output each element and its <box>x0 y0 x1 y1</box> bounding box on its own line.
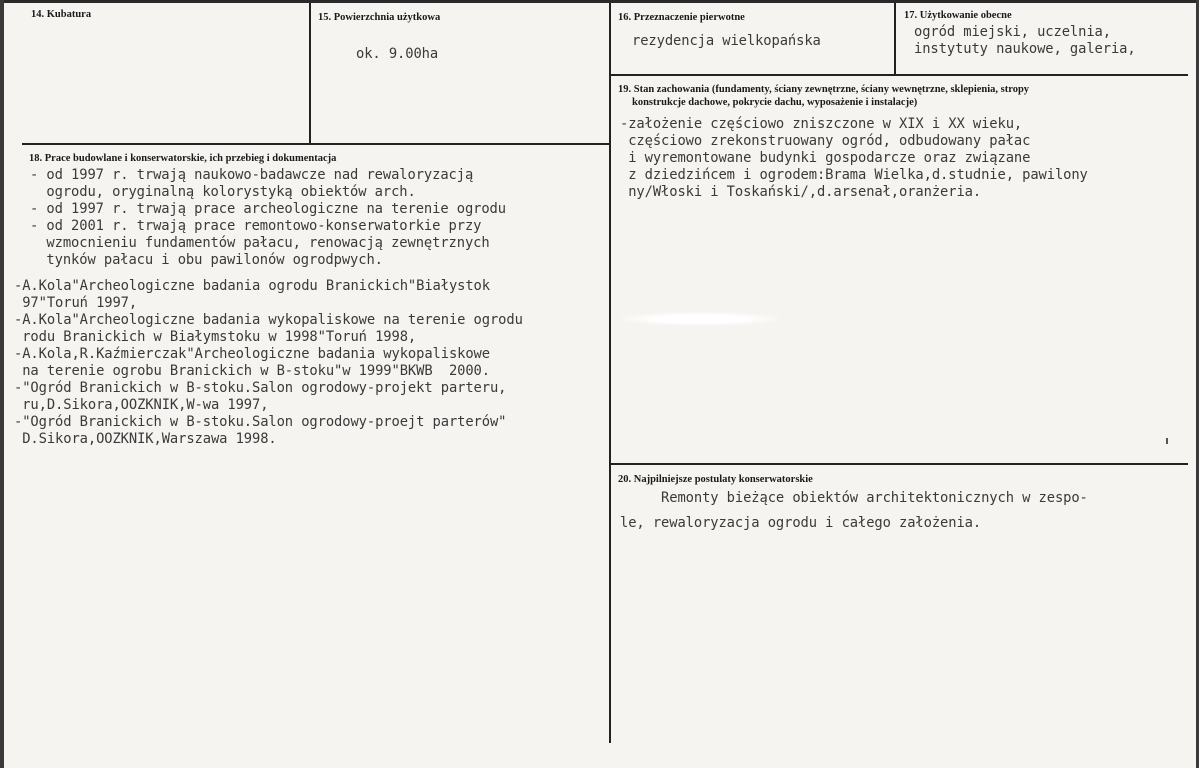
field-18-ref-1: -A.Kola"Archeologiczne badania ogrodu Branickich"Białystok <box>14 278 490 294</box>
divider-row1-row2-left <box>22 143 611 145</box>
field-18-line-1: - od 1997 r. trwają naukowo-badawcze nad rewaloryzacją <box>30 167 474 183</box>
field-18-ref-9: -"Ogród Branickich w B-stoku.Salon ogrodowy-proejt parterów" <box>14 414 507 430</box>
field-18-ref-10: D.Sikora,OOZKNIK,Warszawa 1998. <box>14 431 277 447</box>
field-15-value: ok. 9.00ha <box>356 46 439 62</box>
field-18-ref-3: -A.Kola"Archeologiczne badania wykopaliskowe na terenie ogrodu <box>14 312 523 328</box>
field-17-line-1: ogród miejski, uczelnia, <box>914 24 1111 40</box>
field-18-ref-6: na terenie ogrobu Branickich w B-stoku"w 1999"BKWB 2000. <box>14 363 490 379</box>
field-18-ref-2: 97"Toruń 1997, <box>14 295 138 311</box>
field-20-line-1: Remonty bieżące obiektów architektonicznych w zespo- <box>620 490 1088 506</box>
field-19-line-3: i wyremontowane budynki gospodarcze oraz związane <box>620 150 1031 166</box>
field-16-label: 16. Przeznaczenie pierwotne <box>618 12 745 23</box>
field-15-label: 15. Powierzchnia użytkowa <box>318 12 441 23</box>
field-19-line-5: ny/Włoski i Toskański/,d.arsenał,oranżeria. <box>620 184 982 200</box>
left-edge <box>0 0 4 768</box>
divider-14-15 <box>309 3 311 145</box>
field-18-ref-7: -"Ogród Branickich w B-stoku.Salon ogrodowy-projekt parteru, <box>14 380 507 396</box>
divider-19-20 <box>611 463 1188 465</box>
field-19-line-1: -założenie częściowo zniszczone w XIX i XX wieku, <box>620 116 1023 132</box>
field-18-ref-5: -A.Kola,R.Kaźmierczak"Archeologiczne badania wykopaliskowe <box>14 346 490 362</box>
field-18-line-2: ogrodu, oryginalną kolorystyką obiektów arch. <box>30 184 416 200</box>
field-19-label-line-2: konstrukcje dachowe, pokrycie dachu, wyposażenie i instalacje) <box>632 97 918 108</box>
field-16-value: rezydencja wielkopańska <box>632 33 821 49</box>
stray-mark <box>1166 438 1168 444</box>
field-18-line-5: wzmocnieniu fundamentów pałacu, renowacją zewnętrznych <box>30 235 490 251</box>
correction-fluid-mark <box>620 312 780 326</box>
field-20-line-2: le, rewaloryzacja ogrodu i całego założenia. <box>620 515 982 531</box>
divider-16-17 <box>894 3 896 75</box>
field-20-label: 20. Najpilniejsze postulaty konserwatorskie <box>618 474 813 485</box>
divider-row1-row2-right <box>611 74 1188 76</box>
field-18-line-3: - od 1997 r. trwają prace archeologiczne na terenie ogrodu <box>30 201 506 217</box>
field-14-label: 14. Kubatura <box>31 9 92 20</box>
divider-15-16 <box>609 3 611 743</box>
field-18-label: 18. Prace budowlane i konserwatorskie, ich przebieg i dokumentacja <box>29 153 337 164</box>
field-18-ref-4: rodu Branickich w Białymstoku w 1998"Toruń 1998, <box>14 329 417 345</box>
field-19-label-line-1: 19. Stan zachowania (fundamenty, ściany zewnętrzne, ściany wewnętrzne, sklepienia, stropy <box>618 84 1030 95</box>
field-18-line-4: - od 2001 r. trwają prace remontowo-konserwatorkie przy <box>30 218 482 234</box>
field-18-line-6: tynków pałacu i obu pawilonów ogrodpwych. <box>30 252 383 268</box>
field-18-ref-8: ru,D.Sikora,OOZKNIK,W-wa 1997, <box>14 397 269 413</box>
field-19-line-2: częściowo zrekonstruowany ogród, odbudowany pałac <box>620 133 1031 149</box>
top-edge <box>0 0 1199 3</box>
field-17-line-2: instytuty naukowe, galeria, <box>914 41 1136 57</box>
field-19-line-4: z dziedzińcem i ogrodem:Brama Wielka,d.studnie, pawilony <box>620 167 1088 183</box>
field-17-label: 17. Użytkowanie obecne <box>904 10 1012 21</box>
